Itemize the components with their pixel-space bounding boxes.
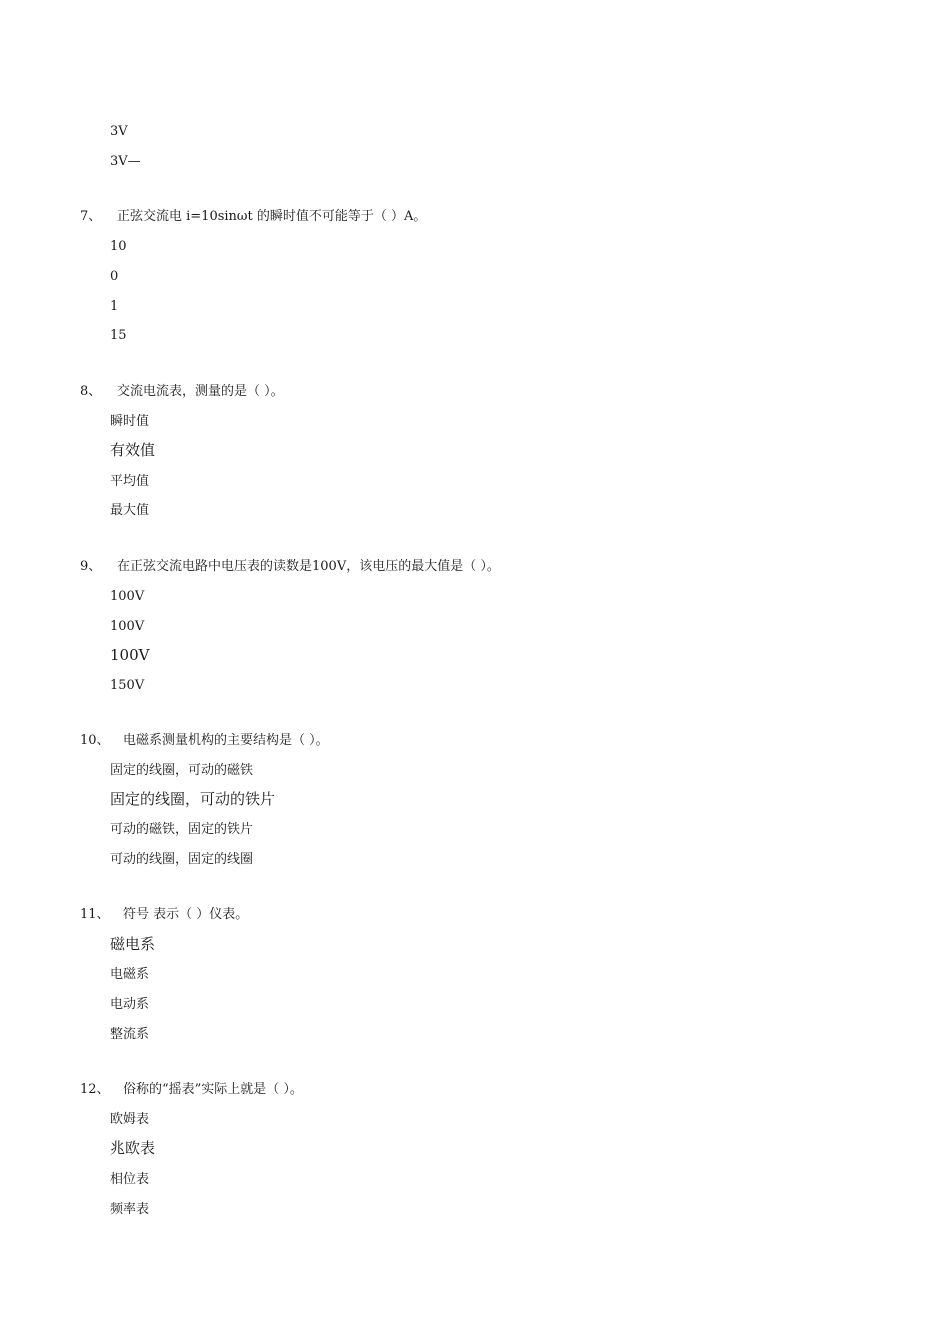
option-text: 10 [110, 239, 127, 254]
option-text: 3V [110, 124, 128, 139]
option-text: 0 [110, 269, 119, 284]
option-text: 频率表 [110, 1202, 150, 1217]
question-12 [80, 1082, 303, 1098]
option-text: 固定的线圈，可动的磁铁 [110, 763, 254, 778]
question-10 [80, 733, 329, 749]
option-text: 兆欧表 [110, 1139, 156, 1157]
option-text: 100V [110, 619, 145, 634]
question-text: 交流电流表，测量的是（ ）。 [117, 384, 284, 399]
question-9 [80, 559, 500, 575]
option-text: 1 [110, 299, 119, 314]
option-text: 平均值 [110, 474, 150, 489]
option-text: 150V [110, 678, 145, 693]
question-8 [80, 384, 284, 400]
question-11 [80, 907, 248, 923]
option-text: 相位表 [110, 1172, 150, 1187]
option-text: 可动的磁铁，固定的铁片 [110, 822, 254, 837]
option-text: 100V [110, 589, 145, 604]
question-number: 9、 [80, 559, 102, 574]
question-number: 10、 [80, 733, 110, 748]
option-text: 欧姆表 [110, 1112, 150, 1127]
question-7 [80, 209, 426, 225]
question-text: 在正弦交流电路中电压表的读数是100V，该电压的最大值是（ ）。 [117, 559, 500, 574]
question-number: 7、 [80, 209, 102, 224]
question-text: 符号 表示（ ）仪表。 [123, 907, 249, 922]
question-text: 电磁系测量机构的主要结构是（ ）。 [123, 733, 329, 748]
option-text: 15 [110, 328, 127, 343]
option-text: 磁电系 [110, 935, 156, 953]
option-text: 最大值 [110, 503, 150, 518]
option-text: 电动系 [110, 997, 150, 1012]
question-text: 俗称的“摇表”实际上就是（ ）。 [123, 1082, 303, 1097]
option-text: 可动的线圈，固定的线圈 [110, 852, 254, 867]
option-text: 3V— [110, 154, 141, 169]
question-number: 12、 [80, 1082, 110, 1097]
option-text: 有效值 [110, 441, 156, 459]
option-text: 整流系 [110, 1027, 150, 1042]
option-text: 100V [110, 646, 150, 664]
question-number: 11、 [80, 907, 110, 922]
option-text: 固定的线圈，可动的铁片 [110, 790, 276, 808]
question-number: 8、 [80, 384, 102, 399]
question-text: 正弦交流电 i=10sinωt 的瞬时值不可能等于（ ）A。 [117, 209, 427, 224]
option-text: 电磁系 [110, 967, 150, 982]
option-text: 瞬时值 [110, 414, 150, 429]
